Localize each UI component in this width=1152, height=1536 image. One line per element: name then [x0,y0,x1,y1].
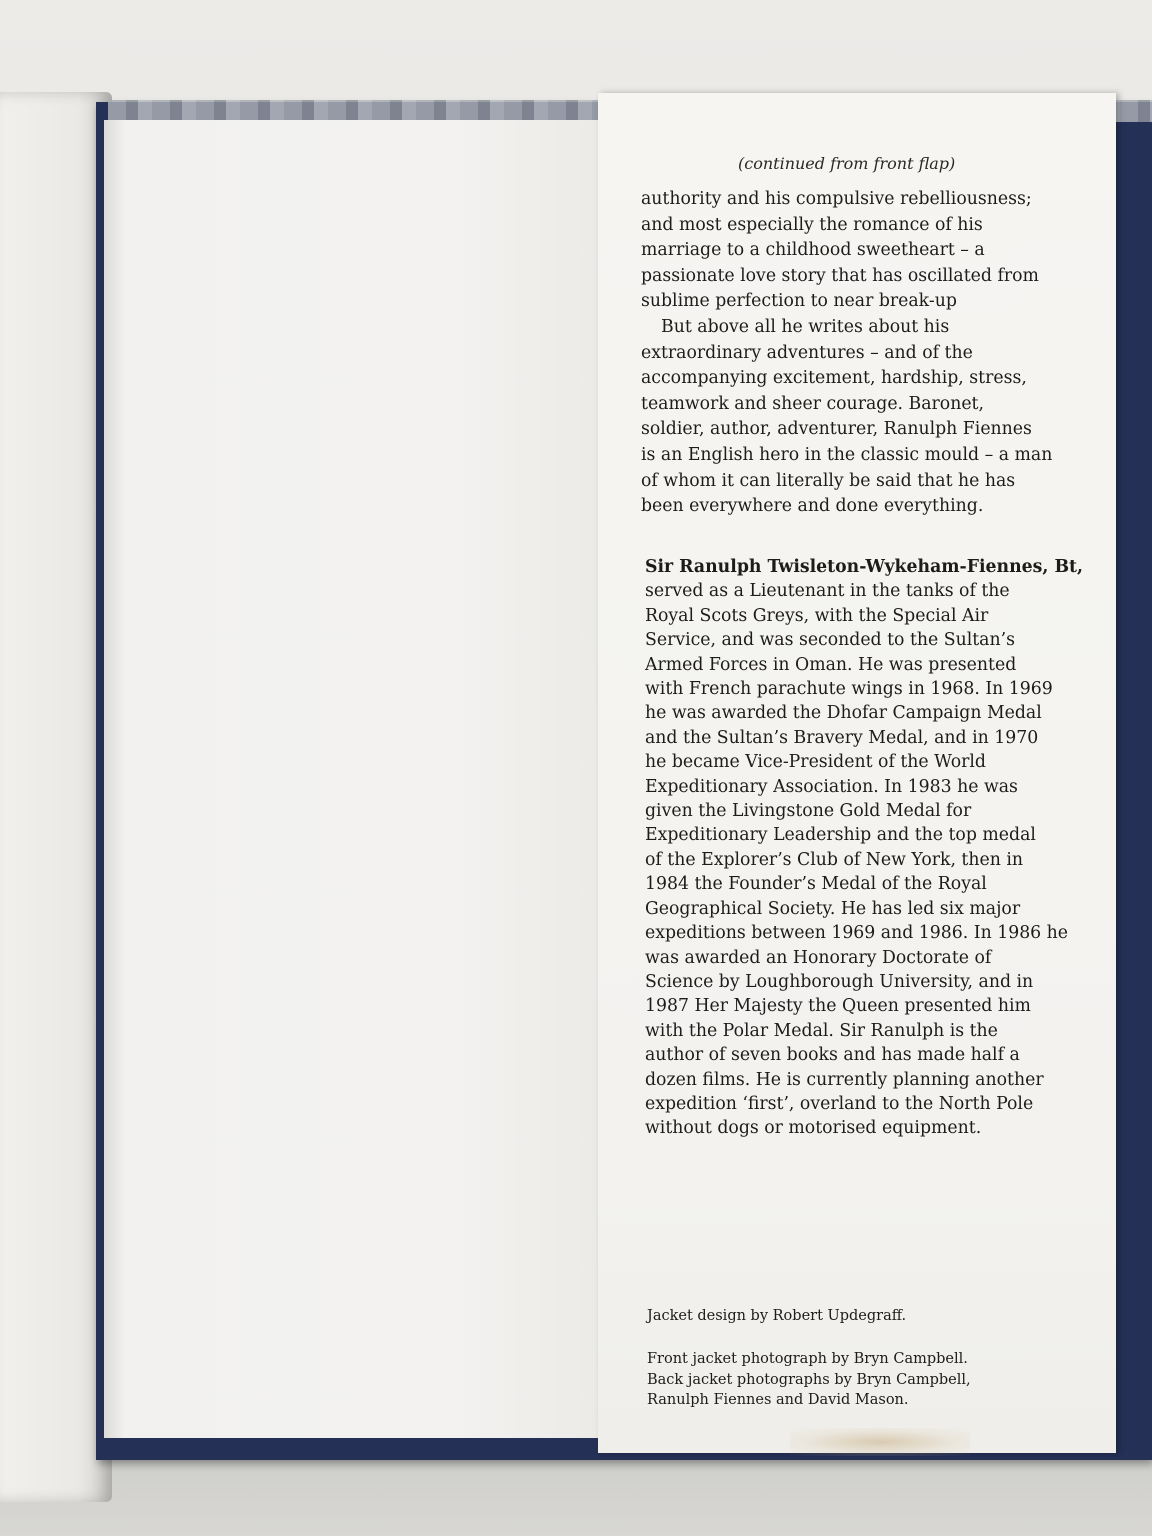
text-line: he became Vice-President of the World [645,752,986,773]
text-line: with the Polar Medal. Sir Ranulph is the [645,1020,998,1041]
text-line: Armed Forces in Oman. He was presented [645,654,1017,675]
text-line: and most especially the romance of his [641,214,983,235]
text-line: Expeditionary Leadership and the top medal [645,825,1036,846]
table-surface [0,1460,1152,1536]
text-line: with French parachute wings in 1968. In 1969 [645,679,1053,700]
photo-credits [647,1349,1067,1411]
endpaper-hinge [104,120,124,1438]
text-line: 1984 the Founder’s Medal of the Royal [645,874,987,895]
text-line: expedition ‘first’, overland to the North Pole [645,1093,1034,1114]
flap-paragraph-2 [641,315,1093,520]
flap-paragraph-1 [641,187,1093,315]
text-line: marriage to a childhood sweetheart – a [641,240,985,261]
jacket-design-credit [647,1306,1067,1327]
text-line: Expeditionary Association. In 1983 he was [645,776,1018,797]
text-line: Front jacket photograph by Bryn Campbell. [647,1351,968,1367]
text-line: given the Livingstone Gold Medal for [645,801,972,822]
text-line: But above all he writes about his [661,317,950,337]
text-line: soldier, author, adventurer, Ranulph Fiennes [641,419,1032,440]
text-line: Science by Loughborough University, and in [645,971,1034,992]
text-line: sublime perfection to near break-up [641,291,957,312]
endpaper [104,120,605,1438]
text-line: 1987 Her Majesty the Queen presented him [645,996,1031,1017]
text-line: dozen films. He is currently planning another [645,1069,1044,1090]
text-line: Jacket design by Robert Updegraff. [647,1308,907,1324]
text-line: of whom it can literally be said that he has [641,470,1016,491]
text-line: Royal Scots Greys, with the Special Air [645,605,989,626]
text-line: without dogs or motorised equipment. [645,1118,982,1139]
text-line: expeditions between 1969 and 1986. In 1986 he [645,923,1069,944]
text-line: passionate love story that has oscillated from [641,265,1039,286]
flap-stain [790,1428,970,1456]
text-line: Service, and was seconded to the Sultan’s [645,630,1015,651]
text-line: Geographical Society. He has led six major [645,898,1021,919]
text-line: Back jacket photographs by Bryn Campbell, [647,1371,971,1388]
text-line: extraordinary adventures – and of the [641,342,973,363]
text-line: was awarded an Honorary Doctorate of [645,947,992,968]
text-line: accompanying excitement, hardship, stress, [641,368,1027,389]
text-line: author of seven books and has made half a [645,1045,1020,1066]
text-line: he was awarded the Dhofar Campaign Medal [645,703,1042,724]
text-line: teamwork and sheer courage. Baronet, [641,393,984,414]
text-line: of the Explorer’s Club of New York, then in [645,849,1024,870]
author-name: Sir Ranulph Twisleton-Wykeham-Fiennes, Bt, [645,557,1084,577]
text-line: Ranulph Fiennes and David Mason. [647,1392,909,1408]
text-line: is an English hero in the classic mould – a man [641,444,1053,465]
continued-note: (continued from front flap) [738,154,956,173]
text-line: authority and his compulsive rebelliousness; [641,189,1032,209]
text-line: and the Sultan’s Bravery Medal, and in 1970 [645,727,1039,748]
text-line: been everywhere and done everything. [641,496,984,517]
author-bio [645,555,1097,1141]
text-line: served as a Lieutenant in the tanks of the [645,581,1010,602]
